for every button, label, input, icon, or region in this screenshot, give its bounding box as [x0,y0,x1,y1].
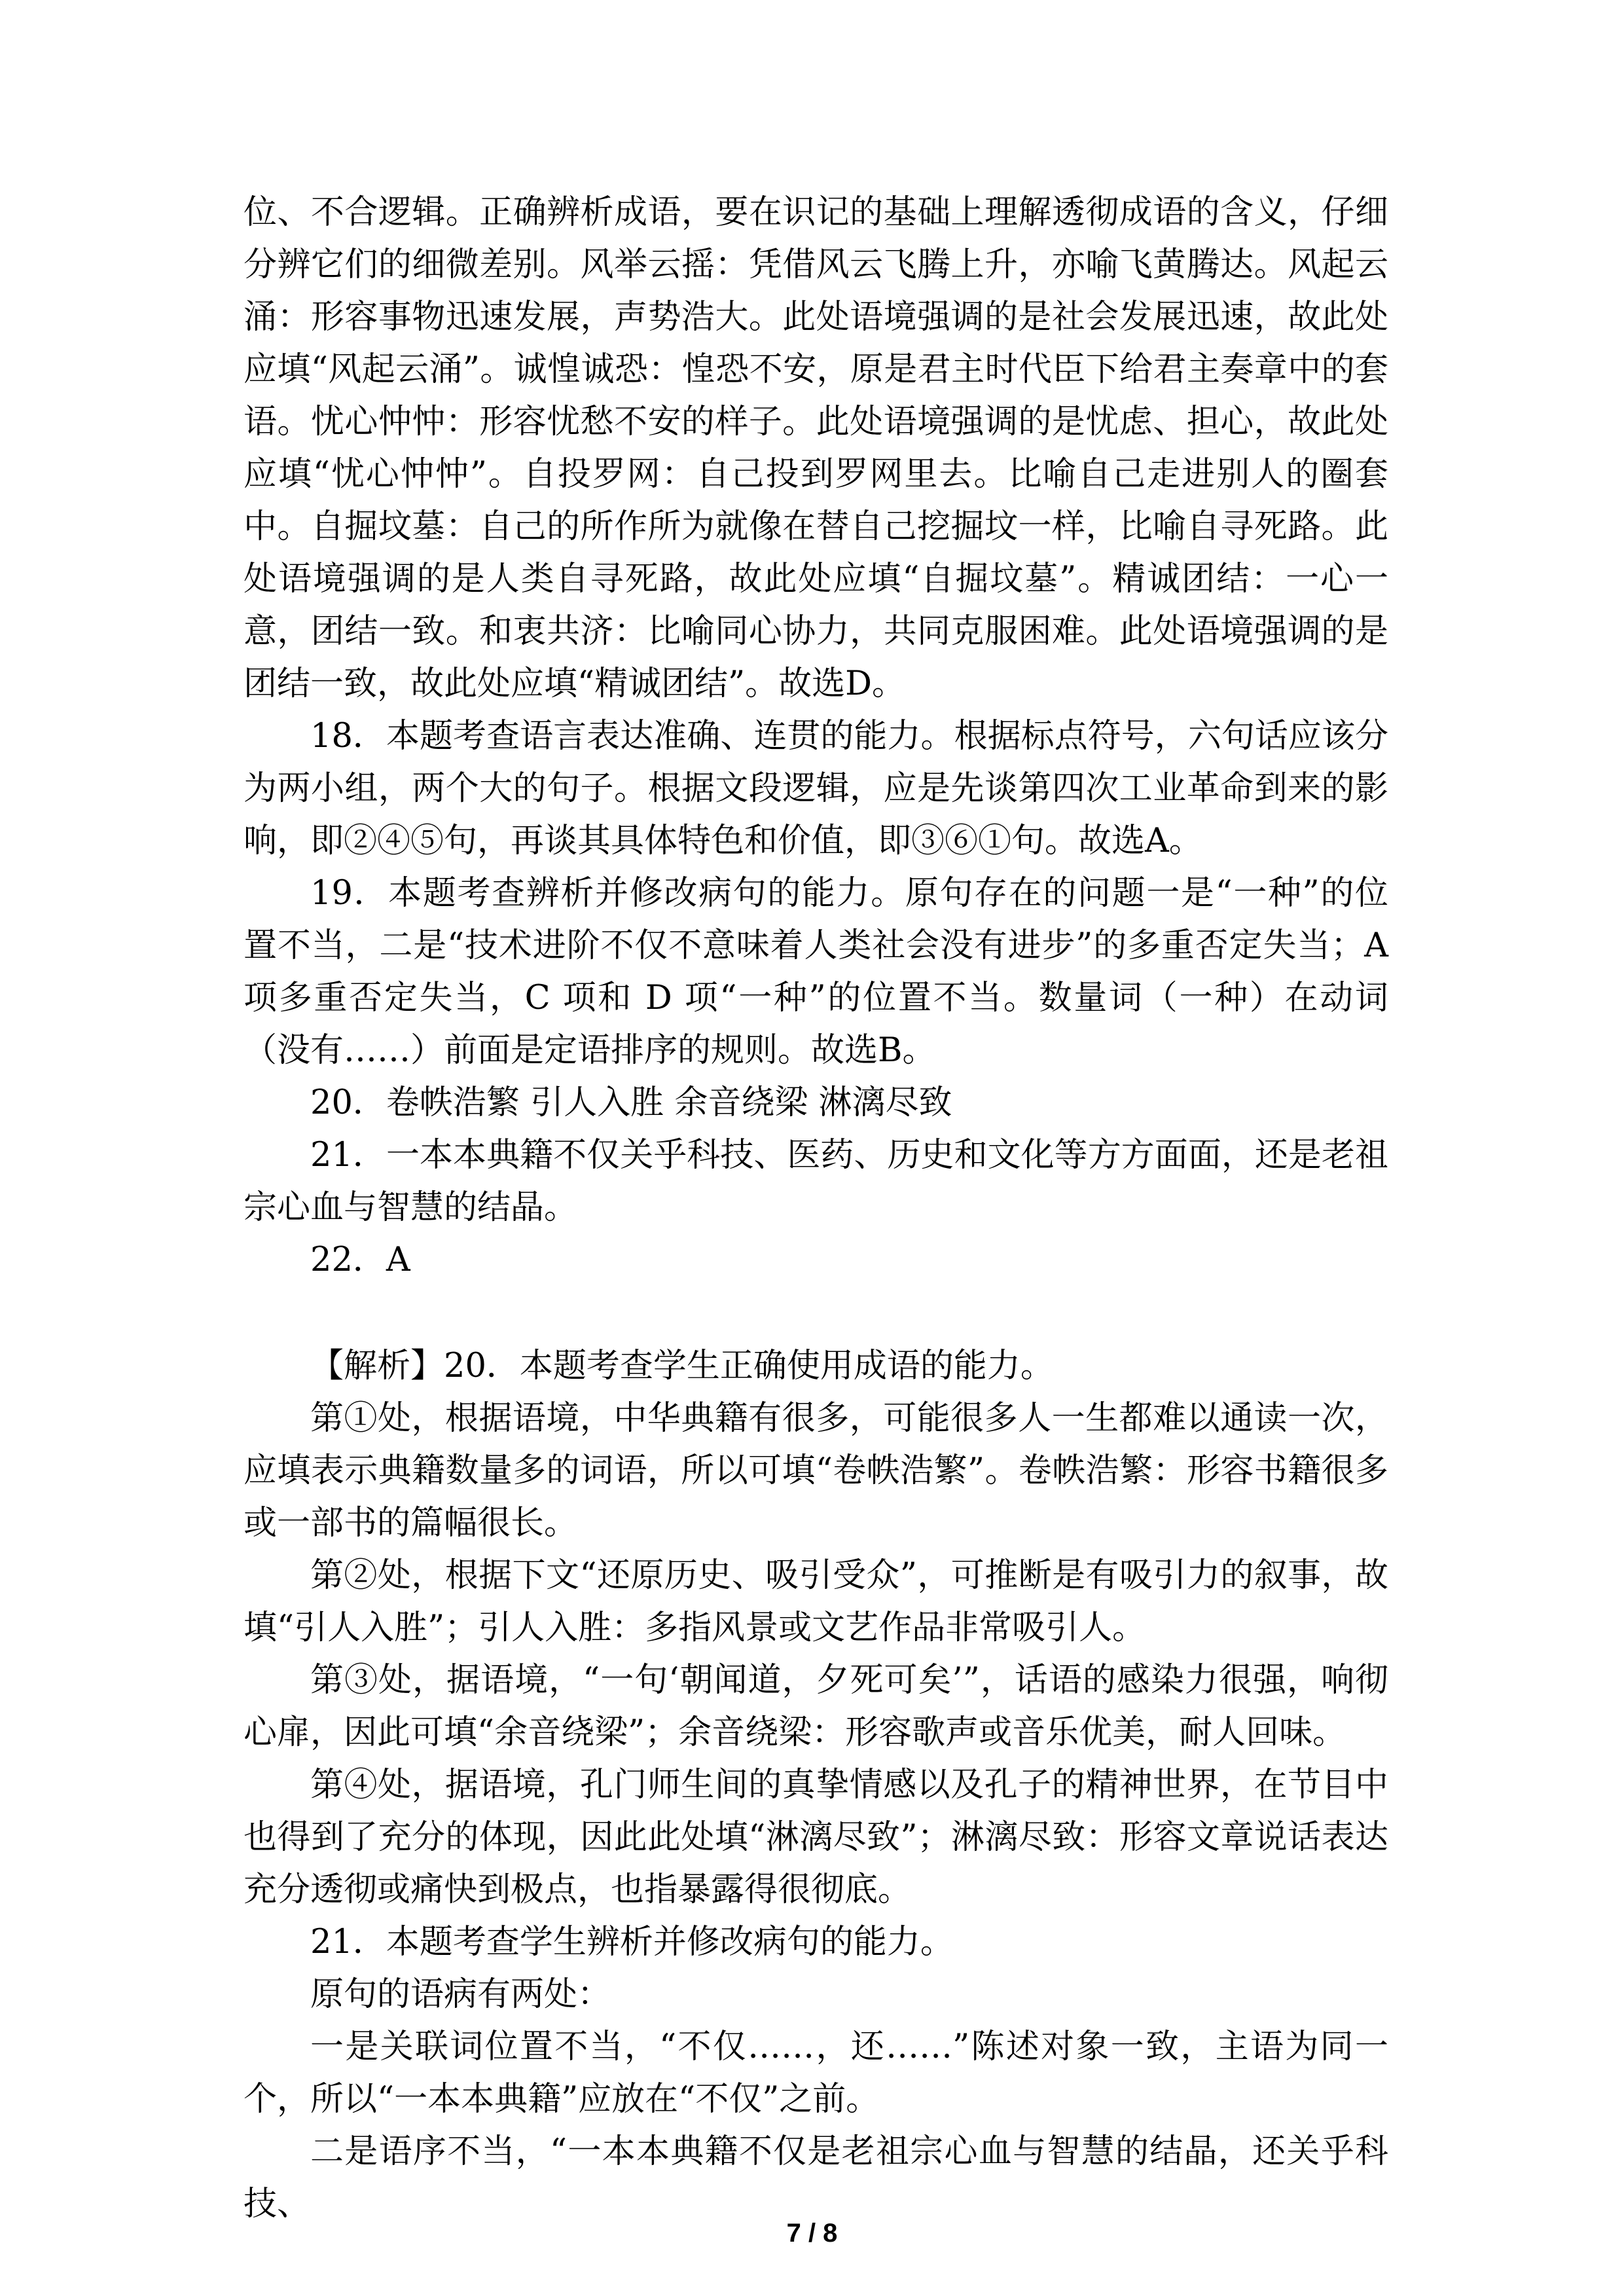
paragraph-answer-19: 19．本题考查辨析并修改病句的能力。原句存在的问题一是“一种”的位置不当，二是“技术进阶不仅不意味着人类社会没有进步”的多重否定失当；A项多重否定失当，C 项和 D 项“一种”的位置不当。数量词（一种）在动词（没有……）前面是定语排序的规则。故选B。 [244,874,1388,1070]
paragraph-error-1: 一是关联词位置不当，“不仅……，还……”陈述对象一致，主语为同一个，所以“一本本典籍”应放在“不仅”之前。 [244,2028,1388,2119]
paragraph-answer-18: 18．本题考查语言表达准确、连贯的能力。根据标点符号，六句话应该分为两小组，两个大的句子。根据文段逻辑，应是先谈第四次工业革命到来的影响，即②④⑤句，再谈其具体特色和价值，即③⑥①句。故选A。 [244,717,1388,860]
paragraph-idiom-analysis-continued: 位、不合逻辑。正确辨析成语，要在识记的基础上理解透彻成语的含义，仔细分辨它们的细微差别。风举云摇：凭借风云飞腾上升，亦喻飞黄腾达。风起云涌：形容事物迅速发展，声势浩大。此处语境强调的是社会发展迅速，故此处应填“风起云涌”。诚惶诚恐：惶恐不安，原是君主时代臣下给君主奏章中的套语。忧心忡忡：形容忧愁不安的样子。此处语境强调的是忧虑、担心，故此处应填“忧心忡忡”。自投罗网：自己投到罗网里去。比喻自己走进别人的圈套中。自掘坟墓：自己的所作所为就像在替自己挖掘坟一样，比喻自寻死路。此处语境强调的是人类自寻死路，故此处应填“自掘坟墓”。精诚团结：一心一意，团结一致。和衷共济：比喻同心协力，共同克服困难。此处语境强调的是团结一致，故此处应填“精诚团结”。故选D。 [244,193,1388,703]
paragraph-answer-22: 22．A [310,1241,410,1279]
paragraph-analysis-21: 21．本题考查学生辨析并修改病句的能力。 [310,1923,954,1961]
document-body [244,187,1388,2231]
paragraph-answer-21: 21．一本本典籍不仅关乎科技、医药、历史和文化等方方面面，还是老祖宗心血与智慧的结晶。 [244,1136,1388,1227]
paragraph-blank-3: 第③处，据语境，“一句‘朝闻道，夕死可矣’”，话语的感染力很强，响彻心扉，因此可填“余音绕梁”；余音绕梁：形容歌声或音乐优美，耐人回味。 [244,1661,1388,1752]
paragraph-answer-20: 20．卷帙浩繁 引人入胜 余音绕梁 淋漓尽致 [310,1084,952,1122]
paragraph-error-2: 二是语序不当，“一本本典籍不仅是老祖宗心血与智慧的结晶，还关乎科技、 [244,2132,1388,2223]
paragraph-analysis-heading: 【解析】20．本题考查学生正确使用成语的能力。 [310,1347,1054,1385]
paragraph-blank-1: 第①处，根据语境，中华典籍有很多，可能很多人一生都难以通读一次，应填表示典籍数量多的词语，所以可填“卷帙浩繁”。卷帙浩繁：形容书籍很多或一部书的篇幅很长。 [244,1399,1388,1542]
paragraph-blank-4: 第④处，据语境，孔门师生间的真挚情感以及孔子的精神世界，在节目中也得到了充分的体现，因此此处填“淋漓尽致”；淋漓尽致：形容文章说话表达充分透彻或痛快到极点，也指暴露得很彻底。 [244,1766,1388,1909]
page-number: 7 / 8 [786,2219,838,2248]
paragraph-error-count: 原句的语病有两处： [310,1975,611,2014]
paragraph-blank-2: 第②处，根据下文“还原历史、吸引受众”，可推断是有吸引力的叙事，故填“引人入胜”；引人入胜：多指风景或文艺作品非常吸引人。 [244,1556,1388,1647]
section-spacer [244,1286,1388,1340]
